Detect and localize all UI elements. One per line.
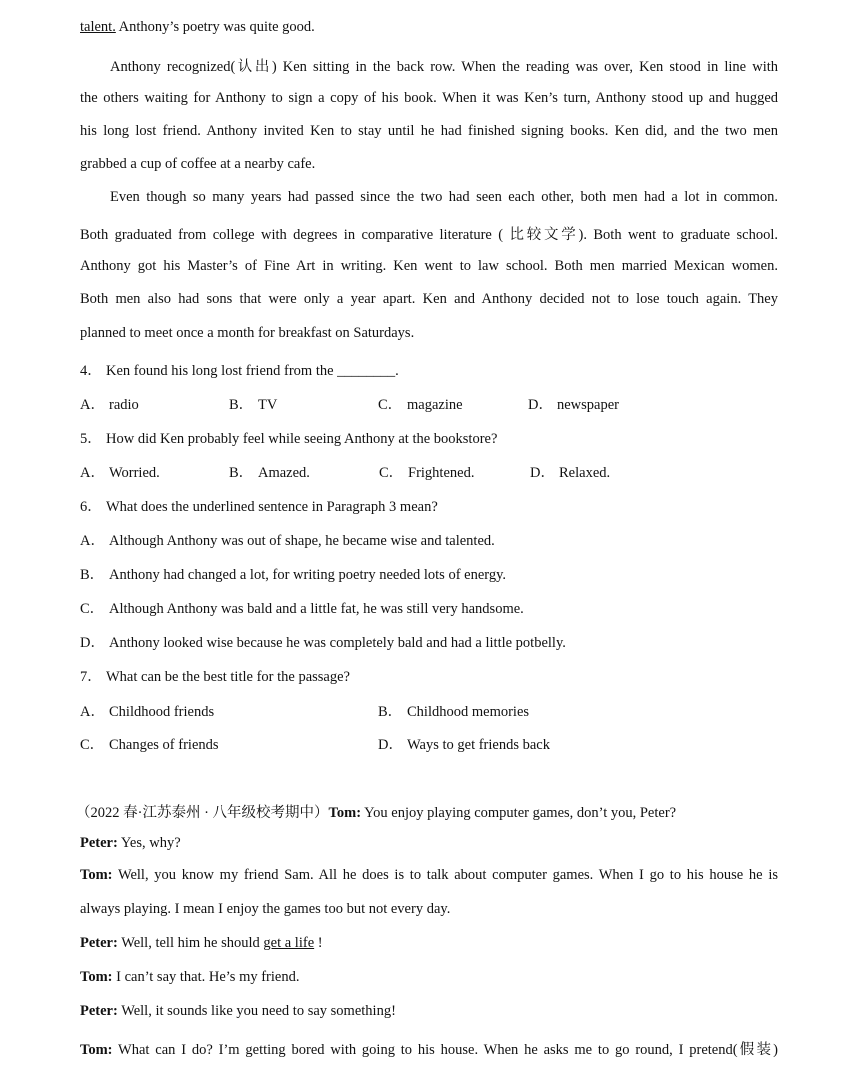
question-4-stem xyxy=(80,359,399,380)
option-letter: A． xyxy=(80,533,105,549)
option-text: Relaxed. xyxy=(559,465,611,481)
option-text: newspaper xyxy=(557,397,620,413)
option-text: Childhood memories xyxy=(407,704,530,720)
option-text: Amazed. xyxy=(258,465,310,481)
option-letter: C． xyxy=(80,601,105,617)
speaker-name: Peter: xyxy=(80,835,118,851)
dialogue-line-3 xyxy=(80,867,778,884)
option-letter: A． xyxy=(80,704,105,720)
option-letter: D． xyxy=(80,635,105,651)
option-text: Frightened. xyxy=(408,465,475,481)
dialogue-line-6 xyxy=(80,969,299,986)
speaker-name: Peter: xyxy=(80,1003,118,1019)
question-number: 4． xyxy=(80,363,102,379)
question-5-stem xyxy=(80,427,497,448)
option-letter: A． xyxy=(80,397,105,413)
option-b[interactable] xyxy=(229,393,277,414)
source-label: （2022 春·江苏泰州 · 八年级校考期中） xyxy=(76,805,329,821)
option-text: Changes of friends xyxy=(109,737,219,753)
paragraph-5-line-1: Even though so many years had passed since the two had seen each other, both men had a lot in common. xyxy=(110,189,778,205)
question-text: Ken found his long lost friend from the ________. xyxy=(106,363,399,379)
speaker-name: Tom: xyxy=(80,1042,113,1058)
option-b[interactable] xyxy=(378,700,529,721)
option-a[interactable] xyxy=(80,700,214,721)
option-letter: C． xyxy=(378,397,403,413)
question-6-option-c[interactable] xyxy=(80,597,524,618)
option-text: Worried. xyxy=(109,465,160,481)
dialogue-line-1 xyxy=(76,801,677,822)
paragraph-4-line-1: Anthony recognized(认出) Ken sitting in the back row. When the reading was over, Ken stood in line with xyxy=(110,59,778,75)
option-letter: D． xyxy=(530,465,555,481)
option-text: Childhood friends xyxy=(109,704,215,720)
question-text: What can be the best title for the passage? xyxy=(106,669,350,685)
question-6-option-d[interactable] xyxy=(80,631,566,652)
option-d[interactable] xyxy=(528,393,619,414)
question-text: How did Ken probably feel while seeing Anthony at the bookstore? xyxy=(106,431,498,447)
option-letter: B． xyxy=(80,567,105,583)
question-6-option-b[interactable] xyxy=(80,563,506,584)
dialogue-text: Well, you know my friend Sam. All he does is to talk about computer games. When I go to his house he is xyxy=(112,867,778,883)
speaker-name: Tom: xyxy=(328,805,362,821)
option-b[interactable] xyxy=(229,461,310,482)
option-c[interactable] xyxy=(80,733,219,754)
option-letter: C． xyxy=(379,465,404,481)
dialogue-text: Well, tell him he should xyxy=(117,935,264,951)
option-letter: C． xyxy=(80,737,105,753)
option-letter: D． xyxy=(378,737,403,753)
paragraph-5-line-5: planned to meet once a month for breakfast on Saturdays. xyxy=(80,325,415,341)
dialogue-text: I can’t say that. He’s my friend. xyxy=(112,969,300,985)
paragraph-5-line-4: Both men also had sons that were only a year apart. Ken and Anthony decided not to lose touch again. They xyxy=(80,291,778,307)
option-text: radio xyxy=(109,397,139,413)
dialogue-text: You enjoy playing computer games, don’t you, Peter? xyxy=(361,805,677,821)
option-letter: D． xyxy=(528,397,553,413)
speaker-name: Tom: xyxy=(80,867,113,883)
underlined-phrase: get a life xyxy=(263,935,315,951)
dialogue-text: Yes, why? xyxy=(117,835,181,851)
paragraph-4-line-2: the others waiting for Anthony to sign a copy of his book. When it was Ken’s turn, Anthony stood up and hugged xyxy=(80,90,778,106)
question-number: 5． xyxy=(80,431,102,447)
question-number: 6． xyxy=(80,499,102,515)
paragraph-4-line-3: his long lost friend. Anthony invited Ken to stay until he had finished signing books. Ken did, and the two men xyxy=(80,123,778,139)
question-number: 7． xyxy=(80,669,102,685)
option-letter: B． xyxy=(229,397,254,413)
dialogue-line-4: always playing. I mean I enjoy the games too but not every day. xyxy=(80,901,451,917)
paragraph-5-line-2: Both graduated from college with degrees in comparative literature ( 比较文学). Both went to graduate school. xyxy=(80,227,778,243)
dialogue-text-end: ! xyxy=(314,935,323,951)
dialogue-line-8 xyxy=(80,1038,778,1059)
paragraph-3-tail xyxy=(80,19,315,36)
option-letter: B． xyxy=(229,465,254,481)
dialogue-text: What can I do? I’m getting bored with going to his house. When he asks me to go round, I pretend(假装) xyxy=(112,1042,778,1058)
dialogue-line-5 xyxy=(80,935,323,952)
option-text: Although Anthony was out of shape, he became wise and talented. xyxy=(109,533,495,549)
option-text: Ways to get friends back xyxy=(407,737,550,753)
option-letter: A． xyxy=(80,465,105,481)
dialogue-line-2 xyxy=(80,835,181,852)
paragraph-text: Anthony’s poetry was quite good. xyxy=(115,19,315,35)
option-c[interactable] xyxy=(379,461,474,482)
option-text: Anthony had changed a lot, for writing poetry needed lots of energy. xyxy=(109,567,507,583)
speaker-name: Peter: xyxy=(80,935,118,951)
question-7-stem xyxy=(80,665,350,686)
dialogue-line-7 xyxy=(80,1003,396,1020)
option-d[interactable] xyxy=(530,461,610,482)
option-letter: B． xyxy=(378,704,403,720)
paragraph-4-line-4: grabbed a cup of coffee at a nearby cafe. xyxy=(80,156,316,172)
paragraph-5-line-3: Anthony got his Master’s of Fine Art in writing. Ken went to law school. Both men married Mexican women. xyxy=(80,258,778,274)
question-6-option-a[interactable] xyxy=(80,529,495,550)
question-text: What does the underlined sentence in Paragraph 3 mean? xyxy=(106,499,438,515)
option-d[interactable] xyxy=(378,733,550,754)
option-text: magazine xyxy=(407,397,463,413)
option-c[interactable] xyxy=(378,393,463,414)
option-a[interactable] xyxy=(80,461,160,482)
underlined-word: talent. xyxy=(80,19,116,35)
speaker-name: Tom: xyxy=(80,969,113,985)
option-text: Although Anthony was bald and a little fat, he was still very handsome. xyxy=(109,601,524,617)
option-a[interactable] xyxy=(80,393,139,414)
dialogue-text: Well, it sounds like you need to say something! xyxy=(117,1003,396,1019)
question-6-stem xyxy=(80,495,438,516)
option-text: TV xyxy=(258,397,278,413)
option-text: Anthony looked wise because he was completely bald and had a little potbelly. xyxy=(109,635,566,651)
